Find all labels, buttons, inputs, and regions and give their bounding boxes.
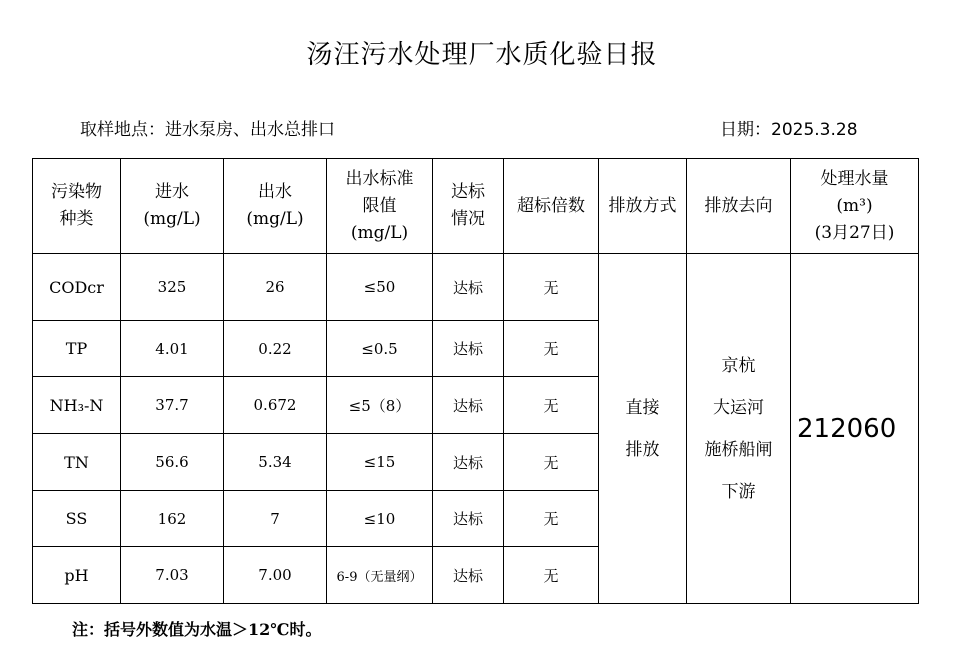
- influent-value: 7.03: [121, 547, 224, 604]
- header-effluent: 出水 (mg/L): [224, 159, 327, 254]
- sampling-location: 取样地点：进水泵房、出水总排口: [80, 120, 335, 140]
- status-value: 达标: [433, 321, 504, 377]
- exceed-value: 无: [504, 321, 599, 377]
- effluent-value: 0.22: [224, 321, 327, 377]
- effluent-value: 5.34: [224, 434, 327, 491]
- pollutant-name: TN: [33, 434, 121, 491]
- discharge-method-cell: 直接 排放: [599, 254, 687, 604]
- header-limit: 出水标准 限值 (mg/L): [327, 159, 433, 254]
- header-discharge-method: 排放方式: [599, 159, 687, 254]
- exceed-value: 无: [504, 377, 599, 434]
- header-status: 达标 情况: [433, 159, 504, 254]
- pollutant-name: SS: [33, 491, 121, 547]
- header-row: [33, 159, 919, 254]
- effluent-value: 0.672: [224, 377, 327, 434]
- influent-value: 4.01: [121, 321, 224, 377]
- status-value: 达标: [433, 491, 504, 547]
- pollutant-name: TP: [33, 321, 121, 377]
- report-title: 汤汪污水处理厂水质化验日报: [306, 40, 658, 70]
- header-influent: 进水 (mg/L): [121, 159, 224, 254]
- report-date: 日期：2025.3.28: [720, 120, 858, 140]
- limit-value: ≤10: [327, 491, 433, 547]
- table-row: [33, 254, 919, 321]
- header-discharge-destination: 排放去向: [687, 159, 791, 254]
- header-exceed: 超标倍数: [504, 159, 599, 254]
- footnote: 注：括号外数值为水温＞12℃时。: [72, 620, 322, 639]
- status-value: 达标: [433, 377, 504, 434]
- header-pollutant: 污染物 种类: [33, 159, 121, 254]
- effluent-value: 26: [224, 254, 327, 321]
- water-quality-table: [32, 158, 919, 604]
- exceed-value: 无: [504, 491, 599, 547]
- influent-value: 162: [121, 491, 224, 547]
- limit-value: ≤0.5: [327, 321, 433, 377]
- influent-value: 325: [121, 254, 224, 321]
- treated-volume: 212060: [791, 254, 919, 604]
- pollutant-name: pH: [33, 547, 121, 604]
- influent-value: 56.6: [121, 434, 224, 491]
- pollutant-name: CODcr: [33, 254, 121, 321]
- limit-value: ≤15: [327, 434, 433, 491]
- status-value: 达标: [433, 434, 504, 491]
- discharge-destination-cell: 京杭 大运河 施桥船闸 下游: [687, 254, 791, 604]
- exceed-value: 无: [504, 434, 599, 491]
- header-volume: 处理水量 (m³) (3月27日): [791, 159, 919, 254]
- status-value: 达标: [433, 254, 504, 321]
- pollutant-name: NH₃-N: [33, 377, 121, 434]
- influent-value: 37.7: [121, 377, 224, 434]
- effluent-value: 7.00: [224, 547, 327, 604]
- limit-value: ≤50: [327, 254, 433, 321]
- effluent-value: 7: [224, 491, 327, 547]
- limit-value: ≤5（8）: [327, 377, 433, 434]
- exceed-value: 无: [504, 547, 599, 604]
- limit-value: 6-9（无量纲）: [327, 547, 433, 604]
- status-value: 达标: [433, 547, 504, 604]
- exceed-value: 无: [504, 254, 599, 321]
